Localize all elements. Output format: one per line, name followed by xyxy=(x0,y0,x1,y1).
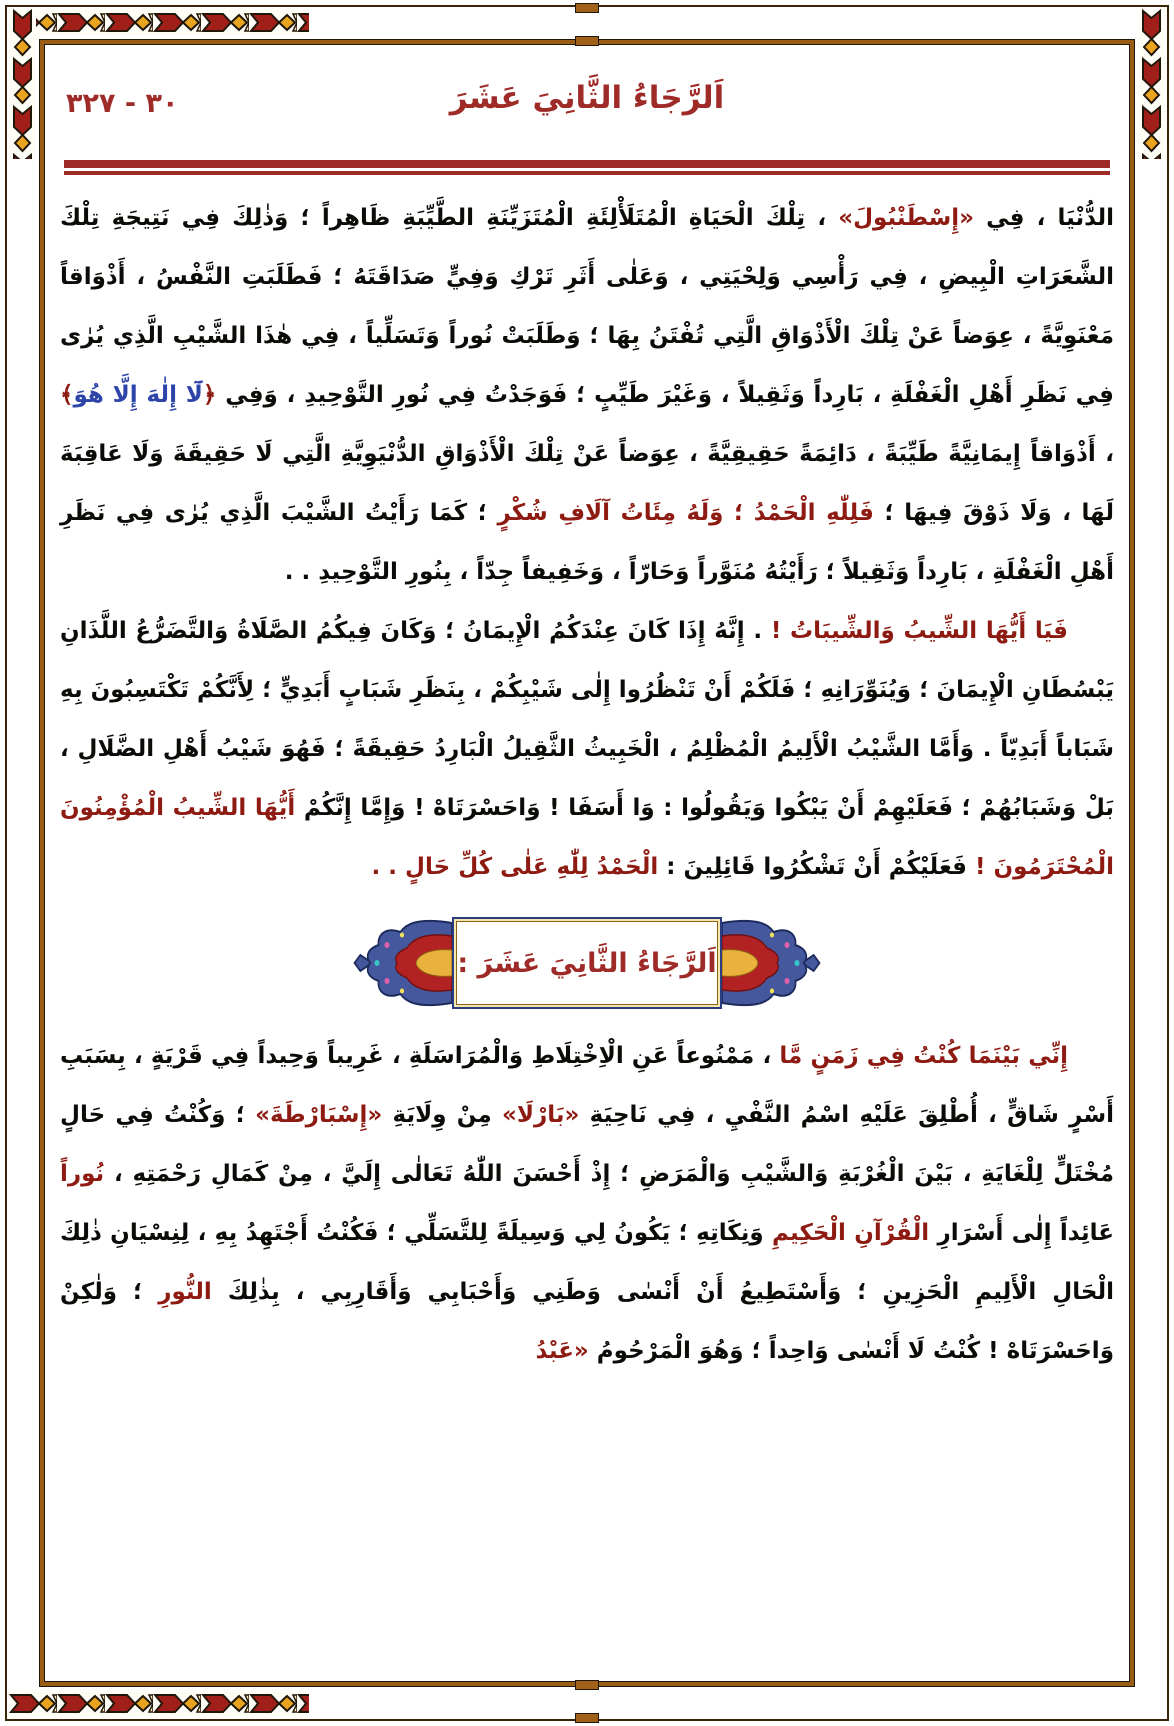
ornamental-border-left xyxy=(9,9,36,159)
page-content xyxy=(58,52,1116,1674)
highlighted-phrase: إِنِّي بَيْنَمَا كُنْتُ فِي زَمَنٍ مَّا xyxy=(779,1043,1069,1069)
highlighted-phrase: «إِسْطَنْبُولَ» xyxy=(838,205,974,231)
ornamental-border-right xyxy=(1138,9,1165,159)
highlighted-phrase: فَلِلّٰهِ الْحَمْدُ ؛ وَلَهُ مِئَاتُ آلَافِ شُكْرٍ xyxy=(497,500,874,526)
body-text-run: ؛ وَكُنْتُ فِي حَالٍ مُخْتَلٍّ لِلْغَايَةِ ، بَيْنَ الْغُرْبَةِ وَالشَّيْبِ وَالْمَرَضِ ؛ إِذْ أَحْسَنَ اللّٰهُ تَعَالٰى إِلَيَّ ، مِنْ كَمَالِ رَحْمَتِهِ ، xyxy=(60,1102,1114,1187)
body-text-run: ؛ وَلٰكِنْ وَاحَسْرَتَاهْ ! كُنْتُ لَا أَنْسٰى وَاحِداً ؛ وَهُوَ الْمَرْحُومُ xyxy=(60,1279,1114,1364)
body-text-run: فَعَلَيْكُمْ أَنْ تَشْكُرُوا قَائِلِينَ : xyxy=(658,854,975,880)
highlighted-phrase: أَيُّهَا الشِّيبُ الْمُؤْمِنُونَ الْمُحْتَرَمُونَ ! xyxy=(60,795,1114,880)
body-text-run: مِنْ وِلَايَةِ xyxy=(382,1102,502,1128)
page-title: اَلرَّجَاءُ الثَّانِيَ عَشَرَ xyxy=(449,80,725,116)
cartouche-box xyxy=(452,917,722,1009)
frame-tab-icon xyxy=(575,1680,599,1690)
body-text-run: ، مَمْنُوعاً عَنِ الْاِخْتِلَاطِ وَالْمُرَاسَلَةِ ، غَرِيباً وَحِيداً فِي قَرْيَةٍ ، بِسَبَبِ أَسْرٍ شَاقٍّ ، أُطْلِقَ عَلَيْهِ اسْمُ النَّفْيِ ، فِي نَاحِيَةِ xyxy=(60,1043,1114,1128)
highlighted-phrase: الْقُرْآنِ الْحَكِيمِ xyxy=(772,1220,930,1246)
cartouche-title: اَلرَّجَاءُ الثَّانِيَ عَشَرَ : xyxy=(457,947,717,979)
verse-bracket-icon: ﴾ xyxy=(60,382,74,408)
page-header xyxy=(58,74,1116,146)
cartouche-right-ornament-icon xyxy=(722,917,822,1009)
body-text-run: وَنِكَاتِهِ ؛ يَكُونُ لِي وَسِيلَةً لِلتَّسَلِّي ؛ فَكُنْتُ أَجْتَهِدُ بِهِ ، لِنِسْيَانِ ذٰلِكَ الْحَالِ الْأَلِيمِ الْحَزِينِ ؛ وَأَسْتَطِيعُ أَنْ أَنْسٰى وَطَنِي وَأَحْبَابِي وَأَقَارِبِي ، بِذٰلِكَ xyxy=(60,1220,1114,1305)
highlighted-phrase: «عَبْدُ xyxy=(535,1338,589,1364)
ornamental-border-bottom xyxy=(9,1690,309,1717)
highlighted-phrase: النُّورِ xyxy=(158,1279,212,1305)
body-paragraph-2 xyxy=(60,602,1114,897)
body-text-run: الدُّنْيَا ، فِي xyxy=(974,205,1114,231)
frame-tab-icon xyxy=(575,3,599,13)
highlighted-phrase: نُوراً xyxy=(60,1161,105,1187)
body-text xyxy=(58,189,1116,1381)
cartouche-left-ornament-icon xyxy=(352,917,452,1009)
highlighted-phrase: «إِسْبَارْطَةَ» xyxy=(255,1102,383,1128)
body-text-run: ، أَذْوَاقاً إِيمَانِيَّةً طَيِّبَةً ، دَائِمَةً حَقِيقِيَّةً ، عِوَضاً عَنْ تِلْكَ الْأَذْوَاقِ الدُّنْيَوِيَّةِ الَّتِي لَا حَقِيقَةَ وَلَا عَاقِبَةَ لَهَا ، وَلَا ذَوْقَ فِيهَا ؛ xyxy=(60,441,1115,526)
verse-bracket-icon: ﴿ xyxy=(202,382,217,408)
frame-tab-icon xyxy=(575,1713,599,1723)
body-text-run: عَائِداً إِلٰى أَسْرَارِ xyxy=(929,1220,1114,1246)
quran-verse: لَٓا إِلٰهَ إِلَّا هُوَ xyxy=(73,382,203,408)
ornamental-border-top xyxy=(9,9,309,36)
body-text-run: ، تِلْكَ الْحَيَاةِ الْمُتَلَأْلِئَةِ الْمُتَزَيِّنَةِ الطَّيِّبَةِ ظَاهِراً ؛ وَذٰلِكَ فِي نَتِيجَةِ تِلْكَ الشَّعَرَاتِ الْبِيضِ ، فِي رَأْسِي وَلِحْيَتِي ، وَعَلٰى أَثَرِ تَرْكِ وَفِيٍّ صَدَاقَتَهُ ؛ فَطَلَبَتِ النَّفْسُ ، أَذْوَاقاً مَعْنَوِيَّةً ، عِوَضاً عَنْ تِلْكَ الْأَذْوَاقِ الَّتِي تُفْتَنُ بِهَا ؛ وَطَلَبَتْ نُوراً وَتَسَلِّياً ، فِي هٰذَا الشَّيْبِ الَّذِي يُرٰى فِي نَظَرِ أَهْلِ الْغَفْلَةِ ، بَارِداً وَثَقِيلاً ، وَغَيْرَ طَيِّبٍ ؛ فَوَجَدْتُ فِي نُورِ التَّوْحِيدِ ، وَفِي xyxy=(60,205,1114,408)
highlighted-phrase: الْحَمْدُ لِلّٰهِ عَلٰى كُلِّ حَالٍ . . xyxy=(371,854,659,880)
body-text-run: ؛ كَمَا رَأَيْتُ الشَّيْبَ الَّذِي يُرٰى فِي نَظَرِ أَهْلِ الْغَفْلَةِ ، بَارِداً وَثَقِيلاً ؛ رَأَيْتُهُ مُنَوَّراً وَحَارّاً ، وَخَفِيفاً جِدّاً ، بِنُورِ التَّوْحِيدِ . . xyxy=(60,500,1114,585)
section-cartouche xyxy=(352,917,822,1009)
body-paragraph-1 xyxy=(60,189,1114,602)
body-paragraph-3 xyxy=(60,1027,1114,1381)
highlighted-phrase: «بَارْلَا» xyxy=(502,1102,580,1128)
highlighted-phrase: فَيَا أَيُّهَا الشِّيبُ وَالشِّيبَاتُ ! xyxy=(770,618,1068,644)
page-number: ٣٠ - ٣٢٧ xyxy=(66,88,179,119)
body-text-run: . إِنَّهُ إِذَا كَانَ عِنْدَكُمُ الْإِيمَانُ ؛ وَكَانَ فِيكُمُ الصَّلَاةُ وَالتَّضَرُّعُ اللَّذَانِ يَبْسُطَانِ الْإِيمَانَ ؛ وَيُنَوِّرَانِهِ ؛ فَلَكُمْ أَنْ تَنْظُرُوا إِلٰى شَيْبِكُمْ ، بِنَظَرِ شَبَابٍ أَبَدِيٍّ ؛ لِأَنَّكُمْ تَكْتَسِبُونَ بِهِ شَبَاباً أَبَدِيّاً . وَأَمَّا الشَّيْبُ الْأَلِيمُ الْمُظْلِمُ ، الْخَبِيثُ الثَّقِيلُ الْبَارِدُ حَقِيقَةً ؛ فَهُوَ شَيْبُ أَهْلِ الضَّلَالِ ، بَلْ وَشَبَابُهُمْ ؛ فَعَلَيْهِمْ أَنْ يَبْكُوا وَيَقُولُوا : وَا أَسَفَا ! وَاحَسْرَتَاهْ ! وَإِمَّا إِنَّكُمْ xyxy=(60,618,1114,821)
header-divider-rule xyxy=(64,160,1110,175)
frame-tab-icon xyxy=(575,36,599,46)
